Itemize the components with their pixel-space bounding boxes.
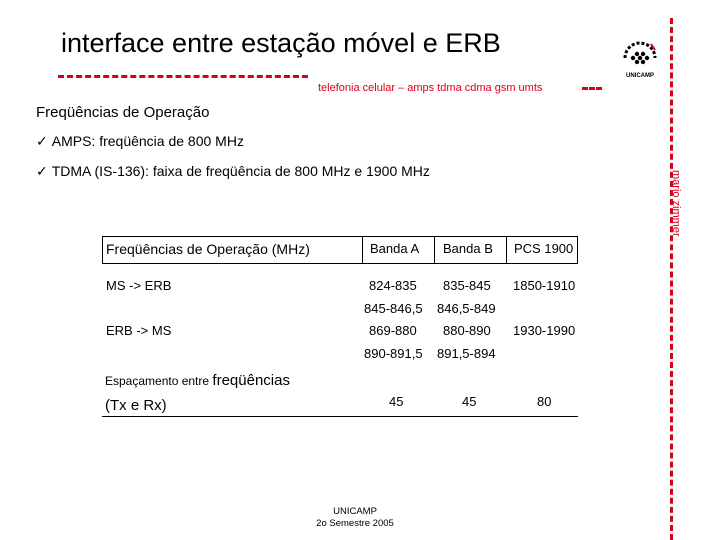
table-cell: 880-890 <box>443 323 491 338</box>
table-row-label: MS -> ERB <box>106 278 172 293</box>
checkmark-icon: ✓ <box>36 133 48 149</box>
bullet-text: TDMA (IS-136): faixa de freqüência de 800 MHz e 1900 MHz <box>51 163 430 179</box>
unicamp-logo <box>617 36 663 82</box>
title-divider <box>58 75 308 78</box>
section-heading: Freqüências de Operação <box>36 104 210 121</box>
table-header-label: Freqüências de Operação (MHz) <box>106 241 310 257</box>
bullet-item <box>36 133 244 150</box>
table-cell: 846,5-849 <box>437 301 496 316</box>
course-subtitle: telefonia celular – amps tdma cdma gsm umts <box>318 82 543 94</box>
table-header-pcs: PCS 1900 <box>514 241 574 256</box>
bullet-item <box>36 163 430 180</box>
spacing-label <box>105 372 290 389</box>
table-cell: 869-880 <box>369 323 417 338</box>
table-cell: 45 <box>389 394 404 409</box>
page-title: interface entre estação móvel e ERB <box>61 28 501 58</box>
spacing-label-part: Espaçamento entre <box>105 374 210 388</box>
column-divider <box>434 236 435 264</box>
table-header-band-b: Banda B <box>443 241 493 256</box>
column-divider <box>506 236 507 264</box>
spacing-label-sub: (Tx e Rx) <box>105 397 167 414</box>
footer-semester: 2o Semestre 2005 <box>316 518 394 529</box>
checkmark-icon: ✓ <box>36 163 48 179</box>
table-bottom-border <box>102 416 578 417</box>
column-divider <box>362 236 363 264</box>
table-header-band-a: Banda A <box>370 241 420 256</box>
footer <box>300 506 410 530</box>
table-row-label: ERB -> MS <box>106 323 172 338</box>
table-cell: 891,5-894 <box>437 346 496 361</box>
table-cell: 80 <box>537 394 552 409</box>
table-cell: 890-891,5 <box>364 346 423 361</box>
spacing-label-part: freqüências <box>212 372 290 389</box>
table-cell: 1850-1910 <box>513 278 576 293</box>
table-cell: 824-835 <box>369 278 417 293</box>
logo-text: UNICAMP <box>626 73 654 79</box>
table-cell: 845-846,5 <box>364 301 423 316</box>
bullet-text: AMPS: freqüência de 800 MHz <box>51 133 244 149</box>
unicamp-logo-icon <box>617 36 663 82</box>
subtitle-divider <box>582 87 602 90</box>
table-cell: 45 <box>462 394 477 409</box>
table-cell: 1930-1990 <box>513 323 576 338</box>
vertical-divider <box>670 18 673 540</box>
author-label: mario zimmer <box>670 170 682 237</box>
table-cell: 835-845 <box>443 278 491 293</box>
footer-institution: UNICAMP <box>333 506 377 517</box>
author-label-wrap <box>668 170 684 250</box>
